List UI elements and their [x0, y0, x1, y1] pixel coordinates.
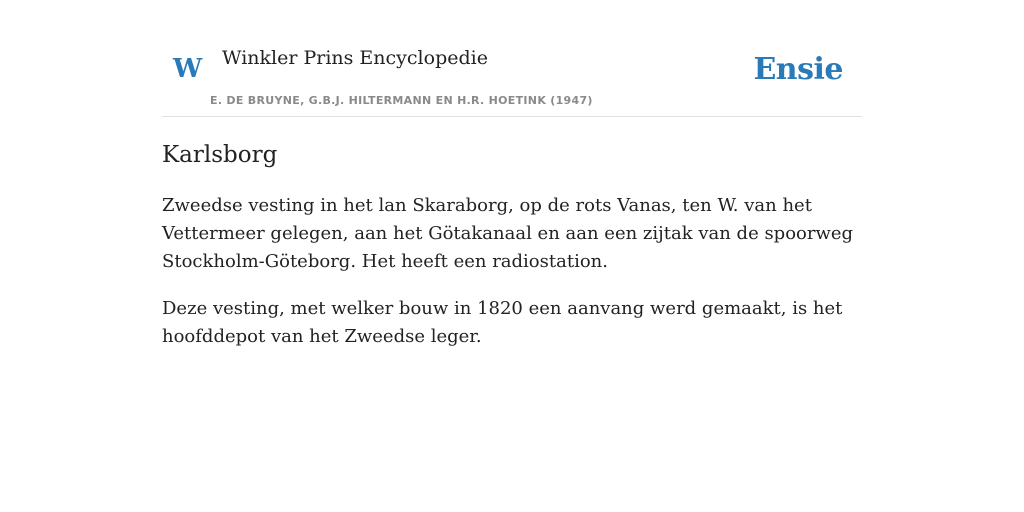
- page: [162, 0, 862, 347]
- ensie-logo[interactable]: Ensie: [753, 52, 843, 87]
- article-paragraph: Deze vesting, met welker bouw in 1820 een aanvang werd gemaakt, is het hoofddepot van het Zweedse leger.: [162, 298, 843, 347]
- encyclopedia-logo-w[interactable]: W: [173, 54, 203, 84]
- article-title: Karlsborg: [162, 142, 278, 168]
- article-paragraph: Zweedse vesting in het lan Skaraborg, op de rots Vanas, ten W. van het Vettermeer gelegen, aan het Götakanaal en aan een zijtak van de spoorweg Stockholm-Göteborg. Het heeft een radiostation.: [162, 195, 854, 272]
- book-authors: E. DE BRUYNE, G.B.J. HILTERMANN EN H.R. HOETINK (1947): [210, 94, 593, 107]
- article-body: [162, 192, 862, 370]
- book-title-link[interactable]: Winkler Prins Encyclopedie: [222, 47, 488, 69]
- header: [162, 0, 862, 117]
